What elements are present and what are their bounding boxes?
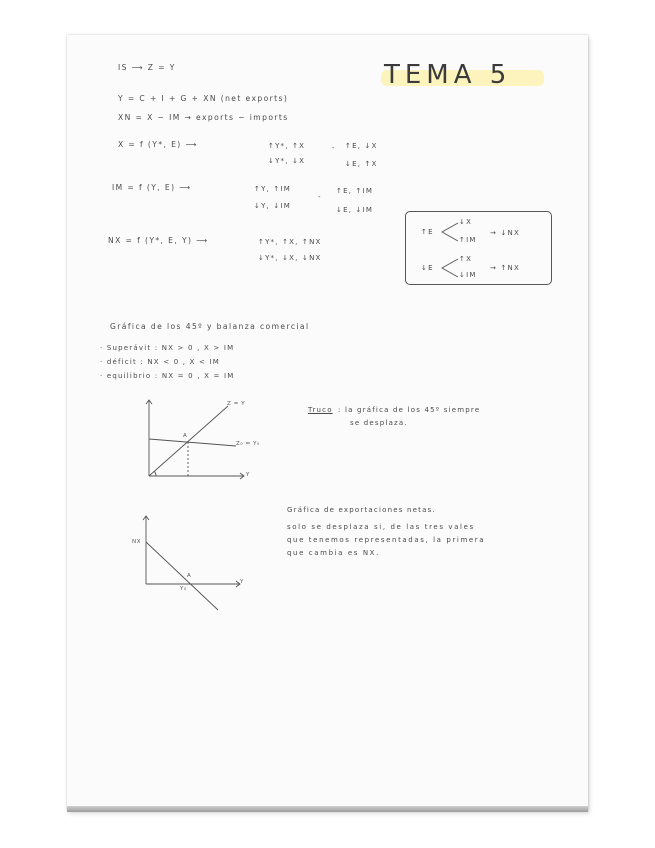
box-row2-top: ↑X <box>459 255 473 263</box>
graph1-line-label: Z = Y <box>227 401 246 407</box>
x-exchange-down: ↓E, ↑X <box>345 160 378 168</box>
graph1-z-label: Z₀ = Y₀ <box>236 441 260 447</box>
xn-identity: XN = X − IM → exports − imports <box>118 113 289 122</box>
box-row2-left: ↓E <box>421 264 434 272</box>
nx-function: NX = f (Y*, E, Y) ⟶ <box>108 236 209 245</box>
box-row1-bottom: ↑IM <box>459 236 477 244</box>
graph2-nx-line <box>146 542 218 610</box>
section1-heading: Gráfica de los 45º y balanza comercial <box>110 322 310 331</box>
x-exchange-up: ↑E, ↓X <box>345 142 378 150</box>
x-function: X = f (Y*, E) ⟶ <box>118 140 198 149</box>
im-income-down: ↓Y, ↓IM <box>254 202 291 210</box>
graph2-x-axis-label: Y <box>240 579 244 585</box>
im-exchange-up: ↑E, ↑IM <box>336 187 374 195</box>
is-equation: IS ⟶ Z = Y <box>118 63 176 72</box>
truco-label <box>308 405 333 415</box>
graph1-45-line <box>149 406 228 476</box>
x-dash: - <box>332 144 336 152</box>
graph1-angle-arc <box>154 471 156 476</box>
section2-heading: Gráfica de exportaciones netas. <box>287 506 436 514</box>
exchange-rate-summary-box <box>405 211 552 285</box>
section2-line1: solo se desplaza si, de las tres vales <box>287 523 475 531</box>
im-exchange-down: ↓E, ↓IM <box>336 206 374 214</box>
bullet-superavit: · Superávit : NX > 0 , X > IM <box>100 344 235 352</box>
page-title: TEMA 5 <box>384 60 512 90</box>
graph1-point-a: A <box>183 433 188 439</box>
truco-line1: : la gráfica de los 45º siempre <box>338 406 481 414</box>
truco-line2: se desplaza. <box>350 419 408 427</box>
box-row2-result: → ↑NX <box>490 264 520 272</box>
graph2-y-label: NX <box>132 539 142 545</box>
box-row1-top: ↓X <box>459 218 473 226</box>
graph1-x-axis-label: Y <box>246 472 250 478</box>
section2-line2: que tenemos representadas, la primera <box>287 536 486 544</box>
box-row1-result: → ↓NX <box>490 229 520 237</box>
bullet-deficit: · déficit : NX < 0 , X < IM <box>100 358 221 366</box>
box-row2-bottom: ↓IM <box>459 271 477 279</box>
graph-net-exports <box>136 512 256 612</box>
nx-foreign-down: ↓Y*, ↓X, ↓NX <box>258 254 322 262</box>
graph1-demand-line <box>149 439 236 446</box>
truco-label-text: Truco <box>308 406 333 414</box>
graph2-point-a: A <box>187 573 192 579</box>
im-income-up: ↑Y, ↑IM <box>254 185 291 193</box>
page-shadow-edge <box>67 806 588 812</box>
im-dash: - <box>318 193 322 201</box>
graph2-x-tick: Y₀ <box>180 586 187 592</box>
im-function: IM = f (Y, E) ⟶ <box>112 183 192 192</box>
x-income-down: ↓Y*, ↓X <box>268 157 306 165</box>
nx-foreign-up: ↑Y*, ↑X, ↑NX <box>258 238 322 246</box>
box-brackets <box>436 220 462 280</box>
bullet-equilibrio: · equilibrio : NX = 0 , X = IM <box>100 372 235 380</box>
y-identity: Y = C + I + G + XN (net exports) <box>118 94 289 103</box>
x-income-up: ↑Y*, ↑X <box>268 142 306 150</box>
box-row1-left: ↑E <box>421 228 434 236</box>
section2-line3: que cambia es NX. <box>287 549 380 557</box>
